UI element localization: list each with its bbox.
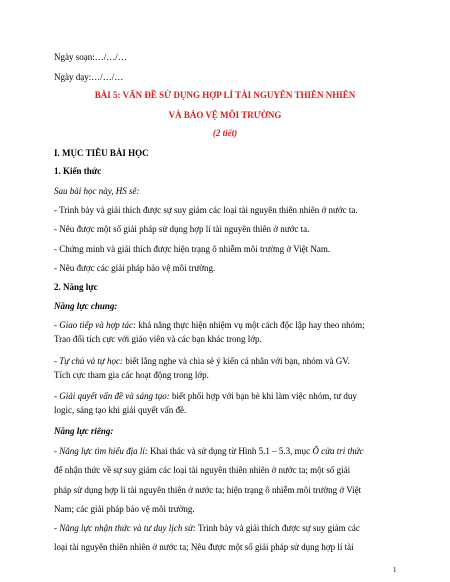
general-competence-label: - Giải quyết vấn đề và sáng tạo: (54, 391, 170, 401)
general-competence-label: - Giao tiếp và hợp tác: (54, 320, 137, 330)
knowledge-window-ref: Ô cửa tri thức (312, 446, 364, 456)
lesson-title-line2: VÀ BẢO VỆ MÔI TRƯỜNG (168, 110, 282, 120)
knowledge-item: - Chứng minh và giải thích được hiện trạng ô nhiễm môi trường ở Việt Nam. (54, 244, 331, 254)
section-heading-objectives: I. MỤC TIÊU BÀI HỌC (54, 148, 149, 158)
date-taught: Ngày dạy:…/…/… (54, 72, 124, 82)
general-competence-heading: Năng lực chung: (54, 301, 118, 311)
lesson-title-line1: BÀI 5: VẤN ĐỀ SỬ DỤNG HỢP LÍ TÀI NGUYÊN THIÊN NHIÊN (94, 90, 356, 100)
specific-competence-text: Khai thác và sử dụng từ Hình 5.1 – 5.3, mục (147, 446, 313, 456)
specific-competence-item (54, 446, 363, 457)
general-competence-text: biết lắng nghe và chia sẻ ý kiến cá nhân với bạn, nhóm và GV. (123, 356, 350, 366)
knowledge-intro: Sau bài học này, HS sẽ: (54, 186, 140, 196)
specific-competence-label: - Năng lực nhận thức và tư duy lịch sử: (54, 523, 196, 533)
knowledge-item: - Nêu được các giải pháp bảo vệ môi trường. (54, 263, 216, 273)
general-competence-text: logic, sáng tạo khi giải quyết vấn đề. (54, 405, 187, 415)
general-competence-item (54, 320, 365, 331)
general-competence-text: Trao đổi tích cực với giáo viên và các bạn khác trong lớp. (54, 334, 262, 344)
general-competence-text: biết phối hợp với bạn bè khi làm việc nhóm, tư duy (169, 391, 357, 401)
page-number: 1 (393, 566, 397, 574)
general-competence-item (54, 391, 357, 402)
general-competence-text: Tích cực tham gia các hoạt động trong lớp. (54, 370, 209, 380)
knowledge-item: - Trình bày và giải thích được sự suy giảm các loại tài nguyên thiên nhiên ở nước ta. (54, 205, 358, 215)
specific-competence-text: Nam; các giải pháp bảo vệ môi trường. (54, 504, 195, 514)
specific-competence-item (54, 523, 360, 534)
specific-competence-text: để nhận thức về sự suy giảm các loại tài nguyên thiên nhiên ở nước ta; một số giải (54, 465, 351, 475)
specific-competence-text: pháp sử dụng hợp lí tài nguyên thiên ở nước ta; hiện trạng ô nhiễm môi trường ở Việt (54, 485, 362, 495)
knowledge-item: - Nêu được một số giải pháp sử dụng hợp lí tài nguyên thiên ở nước ta. (54, 224, 310, 234)
knowledge-heading: 1. Kiến thức (54, 166, 102, 176)
general-competence-label: - Tự chủ và tự học: (54, 356, 124, 366)
specific-competence-label: - Năng lực tìm hiểu địa lí: (54, 446, 148, 456)
lesson-duration: (2 tiết) (212, 128, 238, 138)
general-competence-item (54, 356, 350, 367)
date-prepared: Ngày soạn:…/…/… (54, 52, 127, 62)
specific-competence-text: Trình bày và giải thích được sự suy giảm các (195, 523, 360, 533)
general-competence-text: khả năng thực hiện nhiệm vụ một cách độc lập hay theo nhóm; (136, 320, 365, 330)
competence-heading: 2. Năng lực (54, 282, 98, 292)
specific-competence-text: loại tài nguyên thiên nhiên ở nước ta; Nêu được một số giải pháp sử dụng hợp lí tài (54, 542, 354, 552)
specific-competence-heading: Năng lực riêng: (54, 426, 114, 436)
